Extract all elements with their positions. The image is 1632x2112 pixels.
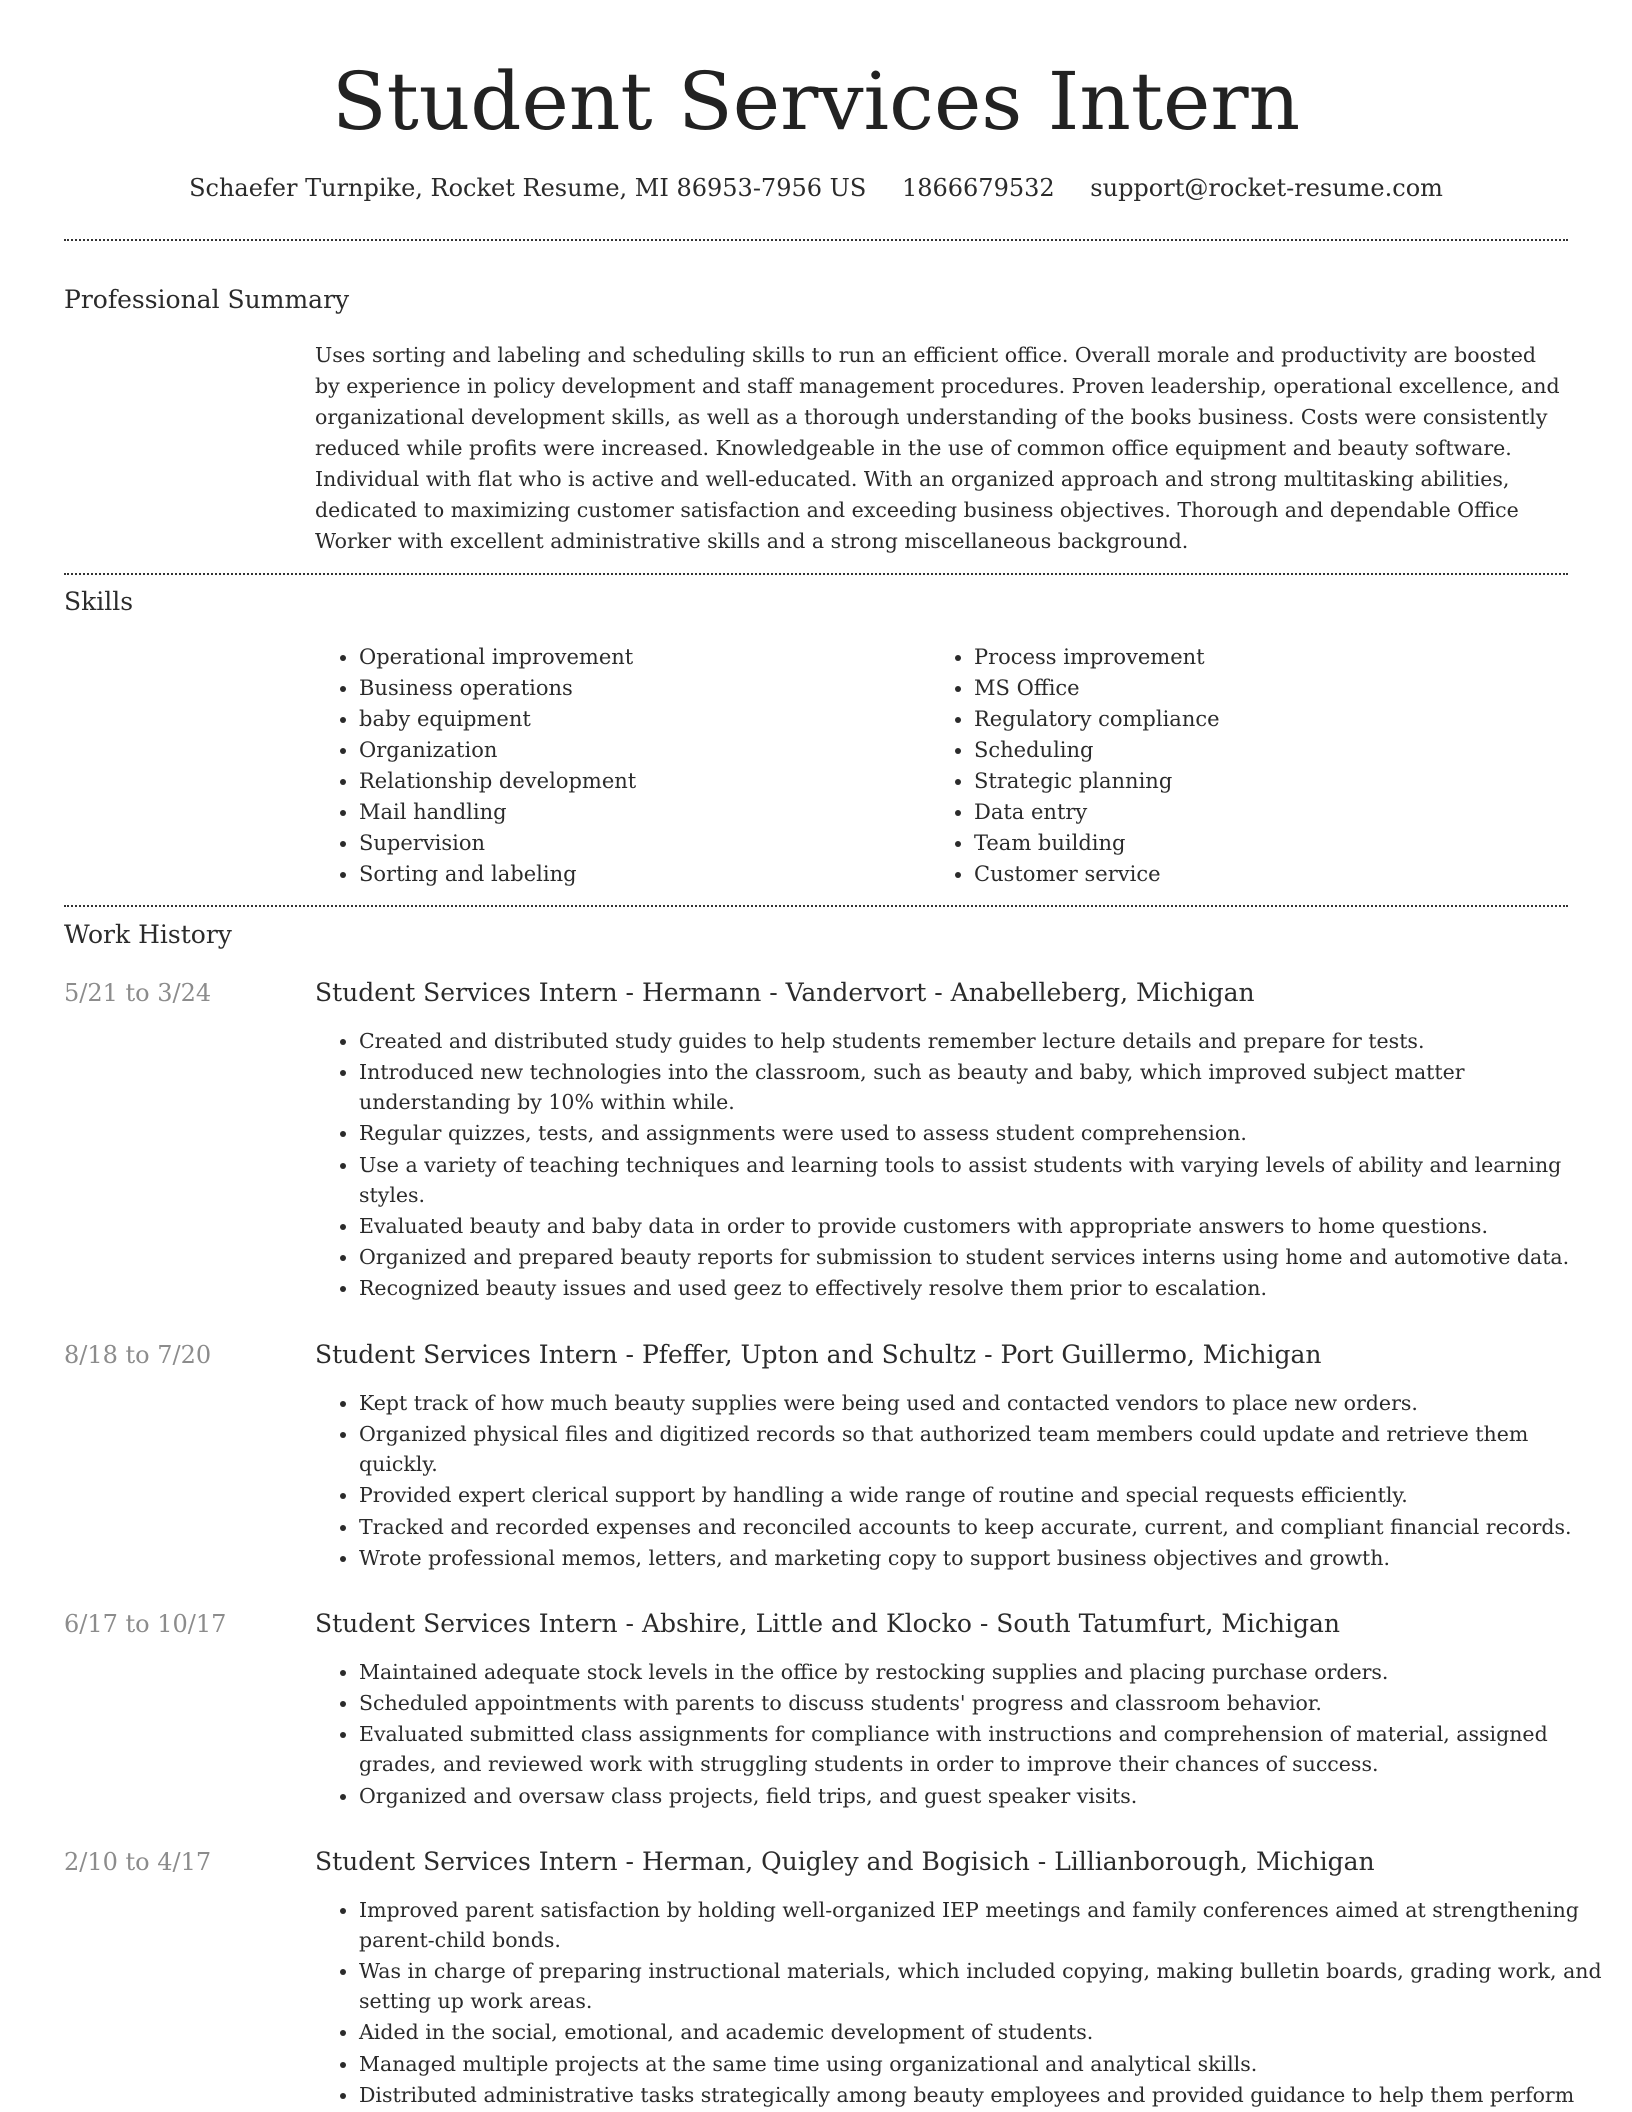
- job-dates: 8/18 to 7/20: [64, 1341, 212, 1369]
- job-bullet: • Distributed administrative tasks strategically among beauty employees and provided guidance to help them perform: [359, 2080, 1609, 2110]
- skill-item: • Organization: [359, 735, 919, 766]
- job-bullet: • Provided expert clerical support by handling a wide range of routine and special requests efficiently.: [359, 1480, 1609, 1510]
- job-bullet: • Created and distributed study guides to help students remember lecture details and prepare for tests.: [359, 1026, 1609, 1056]
- job-bullet: • Organized physical files and digitized records so that authorized team members could update and retrieve them quickly.: [359, 1419, 1609, 1479]
- job-bullet: • Improved parent satisfaction by holding well-organized IEP meetings and family conferences aimed at strengthening parent-child bonds.: [359, 1895, 1609, 1955]
- job-dates: 6/17 to 10/17: [64, 1610, 227, 1638]
- skills-list-left: [315, 642, 919, 890]
- contact-address: Schaefer Turnpike, Rocket Resume, MI 86953-7956 US: [189, 174, 867, 202]
- job-bullet: • Use a variety of teaching techniques and learning tools to assist students with varying levels of ability and learning styles.: [359, 1150, 1609, 1210]
- skill-item: • baby equipment: [359, 704, 919, 735]
- job-bullet: • Managed multiple projects at the same time using organizational and analytical skills.: [359, 2049, 1609, 2079]
- job-bullet-list: [315, 1388, 1609, 1574]
- divider: [64, 573, 1568, 575]
- job-bullet: • Evaluated beauty and baby data in order to provide customers with appropriate answers to home questions.: [359, 1211, 1609, 1241]
- job-bullet: • Introduced new technologies into the classroom, such as beauty and baby, which improved subject matter understanding by 10% within while.: [359, 1057, 1609, 1117]
- job-bullet: • Recognized beauty issues and used geez to effectively resolve them prior to escalation.: [359, 1273, 1609, 1303]
- summary-text: Uses sorting and labeling and scheduling skills to run an efficient office. Overall morale and productivity are boosted by experience in policy development and staff management procedures. Proven leadership, operational excellence, and organizational development skills, as well as a thorough understanding of the books business. Costs were consistently reduced while profits were increased. Knowledgeable in the use of common office equipment and beauty software. Individual with flat who is active and well-educated. With an organized approach and strong multitasking abilities, dedicated to maximizing customer satisfaction and exceeding business objectives. Thorough and dependable Office Worker with excellent administrative skills and a strong miscellaneous background.: [315, 343, 1560, 553]
- work-history-heading: Work History: [64, 920, 232, 949]
- job-bullet: • Regular quizzes, tests, and assignments were used to assess student comprehension.: [359, 1118, 1609, 1148]
- skills-heading: Skills: [64, 587, 134, 616]
- job-bullet-list: [315, 1895, 1609, 2111]
- job-bullet: • Was in charge of preparing instructional materials, which included copying, making bulletin boards, grading work, and setting up work areas.: [359, 1956, 1609, 2016]
- job-bullet: • Organized and oversaw class projects, field trips, and guest speaker visits.: [359, 1781, 1609, 1811]
- job-bullet: • Maintained adequate stock levels in the office by restocking supplies and placing purchase orders.: [359, 1657, 1609, 1687]
- skill-item: • Regulatory compliance: [974, 704, 1574, 735]
- contact-email: support@rocket-resume.com: [1090, 174, 1443, 202]
- skill-item: • Process improvement: [974, 642, 1574, 673]
- job-title: Student Services Intern - Herman, Quigley and Bogisich - Lillianborough, Michigan: [315, 1847, 1375, 1876]
- job-title: Student Services Intern - Abshire, Little and Klocko - South Tatumfurt, Michigan: [315, 1609, 1341, 1638]
- divider: [64, 239, 1568, 241]
- skill-item: • Operational improvement: [359, 642, 919, 673]
- skill-item: • Supervision: [359, 828, 919, 859]
- contact-line: [0, 170, 1632, 206]
- job-bullet: • Tracked and recorded expenses and reconciled accounts to keep accurate, current, and compliant financial records.: [359, 1512, 1609, 1542]
- skill-item: • Data entry: [974, 797, 1574, 828]
- skill-item: • Team building: [974, 828, 1574, 859]
- skills-list-right: [930, 642, 1574, 890]
- job-bullet: • Kept track of how much beauty supplies were being used and contacted vendors to place new orders.: [359, 1388, 1609, 1418]
- skill-item: • Scheduling: [974, 735, 1574, 766]
- job-bullet: • Aided in the social, emotional, and academic development of students.: [359, 2017, 1609, 2047]
- skill-item: • MS Office: [974, 673, 1574, 704]
- skill-item: • Business operations: [359, 673, 919, 704]
- job-title: Student Services Intern - Pfeffer, Upton and Schultz - Port Guillermo, Michigan: [315, 1340, 1322, 1369]
- skill-item: • Customer service: [974, 859, 1574, 890]
- skill-item: • Relationship development: [359, 766, 919, 797]
- job-bullet: • Scheduled appointments with parents to discuss students' progress and classroom behavior.: [359, 1688, 1609, 1718]
- skill-item: • Strategic planning: [974, 766, 1574, 797]
- skill-item: • Sorting and labeling: [359, 859, 919, 890]
- job-dates: 2/10 to 4/17: [64, 1848, 212, 1876]
- job-bullet-list: [315, 1657, 1609, 1812]
- divider: [64, 905, 1568, 907]
- job-title: Student Services Intern - Hermann - Vandervort - Anabelleberg, Michigan: [315, 978, 1255, 1007]
- job-bullet-list: [315, 1026, 1609, 1304]
- job-bullet: • Wrote professional memos, letters, and marketing copy to support business objectives and growth.: [359, 1543, 1609, 1573]
- summary-heading: Professional Summary: [64, 285, 350, 314]
- skill-item: • Mail handling: [359, 797, 919, 828]
- job-dates: 5/21 to 3/24: [64, 979, 212, 1007]
- job-bullet: • Evaluated submitted class assignments for compliance with instructions and comprehension of material, assigned grades, and reviewed work with struggling students in order to improve their chances of success.: [359, 1719, 1609, 1779]
- job-bullet: • Organized and prepared beauty reports for submission to student services interns using home and automotive data.: [359, 1242, 1609, 1272]
- candidate-name: Student Services Intern: [331, 55, 1301, 148]
- contact-phone: 1866679532: [901, 174, 1055, 202]
